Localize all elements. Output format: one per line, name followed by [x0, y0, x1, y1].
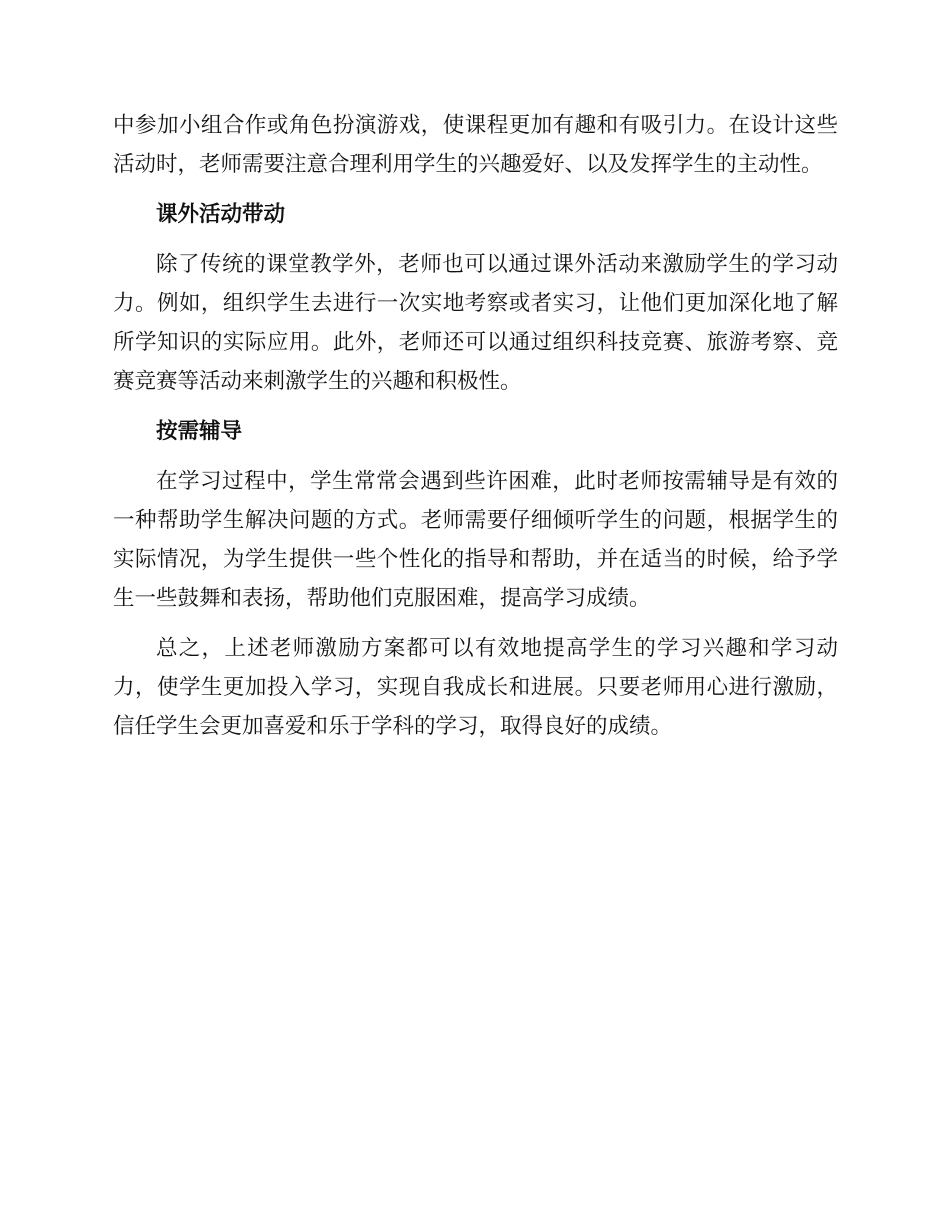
paragraph-continuation: 中参加小组合作或角色扮演游戏，使课程更加有趣和有吸引力。在设计这些活动时，老师需要注意合理利用学生的兴趣爱好、以及发挥学生的主动性。 [113, 113, 838, 177]
section-heading-extracurricular: 课外活动带动 [156, 202, 286, 227]
paragraph-conclusion: 总之，上述老师激励方案都可以有效地提高学生的学习兴趣和学习动力，使学生更加投入学习，实现自我成长和进展。只要老师用心进行激励，信任学生会更加喜爱和乐于学科的学习，取得良好的成绩。 [113, 636, 838, 739]
section-heading-tutoring: 按需辅导 [156, 419, 243, 444]
document-page [113, 106, 838, 746]
paragraph-tutoring: 在学习过程中，学生常常会遇到些许困难，此时老师按需辅导是有效的一种帮助学生解决问题的方式。老师需要仔细倾听学生的问题，根据学生的实际情况，为学生提供一些个性化的指导和帮助，并在适当的时候，给予学生一些鼓舞和表扬，帮助他们克服困难，提高学习成绩。 [113, 469, 838, 611]
paragraph-extracurricular: 除了传统的课堂教学外，老师也可以通过课外活动来激励学生的学习动力。例如，组织学生去进行一次实地考察或者实习，让他们更加深化地了解所学知识的实际应用。此外，老师还可以通过组织科技竞赛、旅游考察、竞赛竞赛等活动来刺激学生的兴趣和积极性。 [113, 252, 838, 394]
